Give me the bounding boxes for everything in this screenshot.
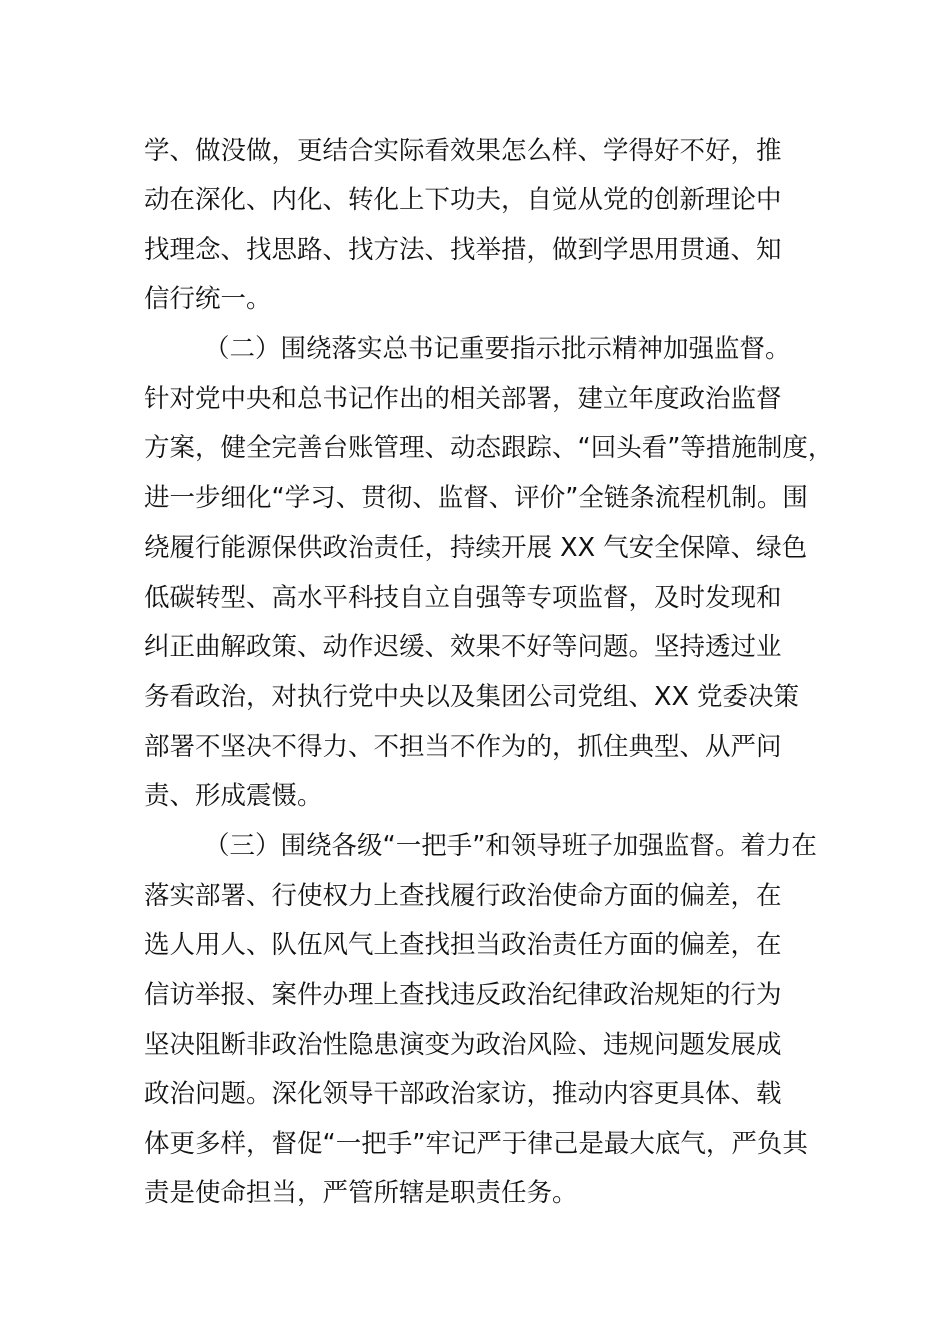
text-line: 动在深化、内化、转化上下功夫，自觉从党的创新理论中 [144, 185, 782, 215]
text-line: 绕履行能源保供政治责任，持续开展 XX 气安全保障、绿色 [144, 533, 808, 563]
text-line: 针对党中央和总书记作出的相关部署，建立年度政治监督 [144, 384, 782, 414]
text-line: 政治问题。深化领导干部政治家访，推动内容更具体、载 [144, 1079, 782, 1109]
text-line: 坚决阻断非政治性隐患演变为政治风险、违规问题发展成 [144, 1030, 782, 1060]
text-line: 选人用人、队伍风气上查找担当政治责任方面的偏差，在 [144, 930, 782, 960]
section-heading-2: （二）围绕落实总书记重要指示批示精神加强监督。 [204, 334, 791, 364]
text-line: 信行统一。 [144, 284, 272, 314]
text-line: 部署不坚决不得力、不担当不作为的，抓住典型、从严问 [144, 732, 782, 762]
text-line: 责是使命担当，严管所辖是职责任务。 [144, 1178, 578, 1208]
text-line: 体更多样，督促“一把手”牢记严于律己是最大底气，严负其 [144, 1129, 808, 1159]
text-line: 学、做没做，更结合实际看效果怎么样、学得好不好，推 [144, 136, 782, 166]
section-heading-3: （三）围绕各级“一把手”和领导班子加强监督。着力在 [204, 831, 817, 861]
text-line: 进一步细化“学习、贯彻、监督、评价”全链条流程机制。围 [144, 483, 808, 513]
text-line: 务看政治，对执行党中央以及集团公司党组、XX 党委决策 [144, 682, 800, 712]
text-line: 落实部署、行使权力上查找履行政治使命方面的偏差，在 [144, 881, 782, 911]
text-line: 信访举报、案件办理上查找违反政治纪律政治规矩的行为 [144, 980, 782, 1010]
text-line: 低碳转型、高水平科技自立自强等专项监督，及时发现和 [144, 583, 782, 613]
text-line: 责、形成震慑。 [144, 781, 323, 811]
text-line: 找理念、找思路、找方法、找举措，做到学思用贯通、知 [144, 235, 782, 265]
text-line: 方案，健全完善台账管理、动态跟踪、“回头看”等措施制度， [144, 433, 834, 463]
text-line: 纠正曲解政策、动作迟缓、效果不好等问题。坚持透过业 [144, 632, 782, 662]
